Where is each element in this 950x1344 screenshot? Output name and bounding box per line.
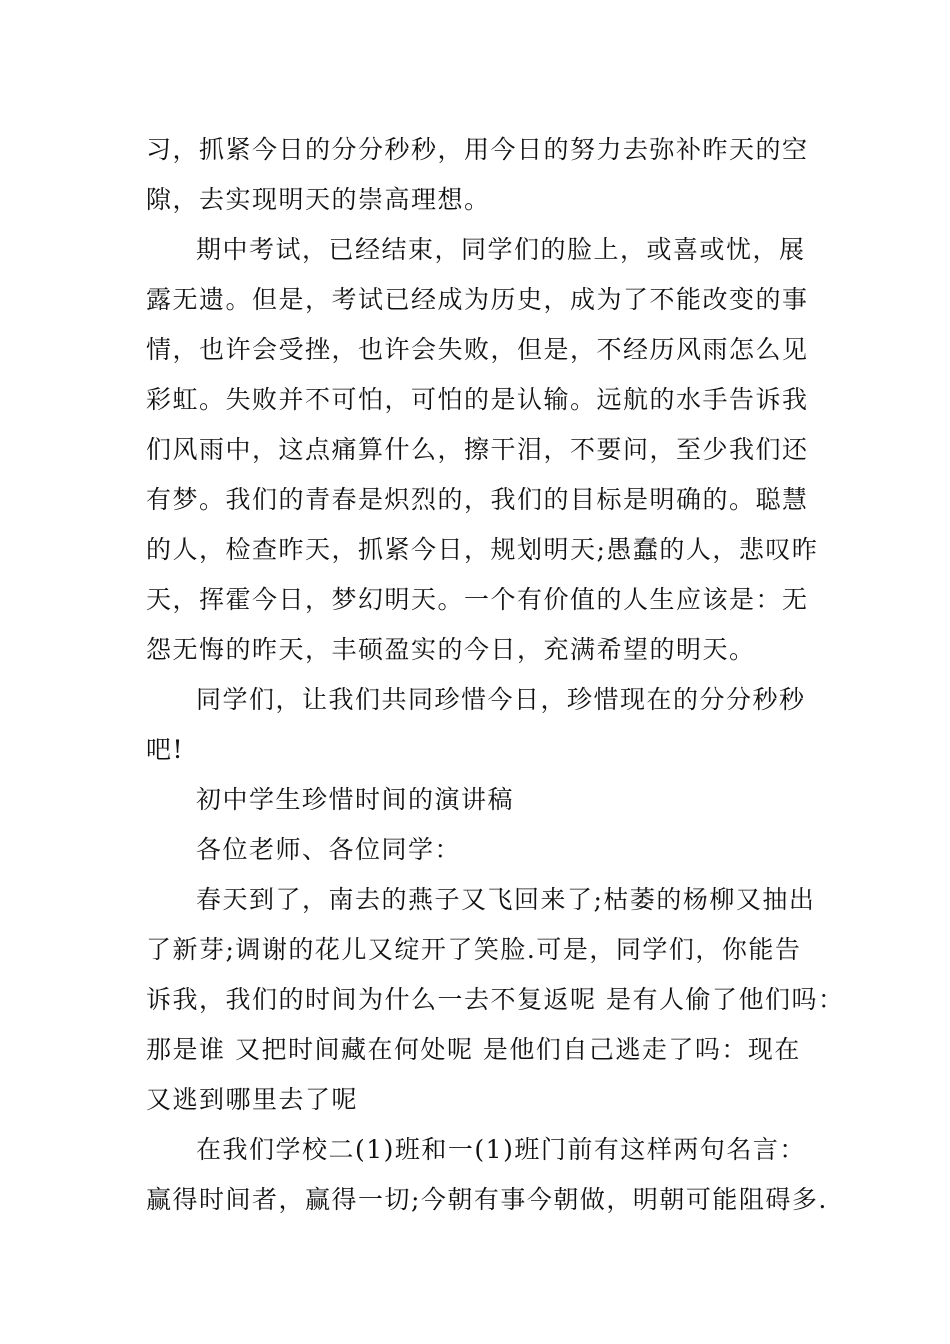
text-line: 露无遗。但是，考试已经成为历史，成为了不能改变的事: [146, 285, 809, 314]
text-line: 们风雨中，这点痛算什么，擦干泪，不要问，至少我们还: [146, 435, 809, 464]
paragraph-start-line: 同学们，让我们共同珍惜今日，珍惜现在的分分秒秒: [196, 685, 806, 714]
text-line: 又逃到哪里去了呢: [146, 1085, 359, 1114]
paragraph-start-line: 春天到了，南去的燕子又飞回来了;枯萎的杨柳又抽出: [196, 885, 816, 914]
text-line: 诉我，我们的时间为什么一去不复返呢 是有人偷了他们吗：: [146, 985, 845, 1014]
text-line: 隙，去实现明天的崇高理想。: [146, 185, 491, 214]
text-line: 习，抓紧今日的分分秒秒，用今日的努力去弥补昨天的空: [146, 135, 809, 164]
paragraph-start-line: 在我们学校二(1)班和一(1)班门前有这样两句名言：: [196, 1135, 806, 1164]
text-line: 了新芽;调谢的花儿又绽开了笑脸.可是，同学们，你能告: [146, 935, 802, 964]
text-line: 情，也许会受挫，也许会失败，但是，不经历风雨怎么见: [146, 335, 809, 364]
text-line: 那是谁 又把时间藏在何处呢 是他们自己逃走了吗：现在: [146, 1035, 801, 1064]
paragraph-start-line: 期中考试，已经结束，同学们的脸上，或喜或忧，展: [196, 235, 806, 264]
text-line: 怨无悔的昨天，丰硕盈实的今日，充满希望的明天。: [146, 635, 756, 664]
text-line: 天，挥霍今日，梦幻明天。一个有价值的人生应该是：无: [146, 585, 809, 614]
text-line: 有梦。我们的青春是炽烈的，我们的目标是明确的。聪慧: [146, 485, 809, 514]
text-line: 彩虹。失败并不可怕，可怕的是认输。远航的水手告诉我: [146, 385, 809, 414]
text-line: 的人，检查昨天，抓紧今日，规划明天;愚蠢的人，悲叹昨: [146, 535, 819, 564]
text-line: 吧!: [146, 735, 185, 764]
speech-title: 初中学生珍惜时间的演讲稿: [196, 785, 515, 814]
text-line: 赢得时间者，赢得一切;今朝有事今朝做，明朝可能阻碍多.: [146, 1185, 828, 1214]
salutation: 各位老师、各位同学：: [196, 835, 462, 864]
